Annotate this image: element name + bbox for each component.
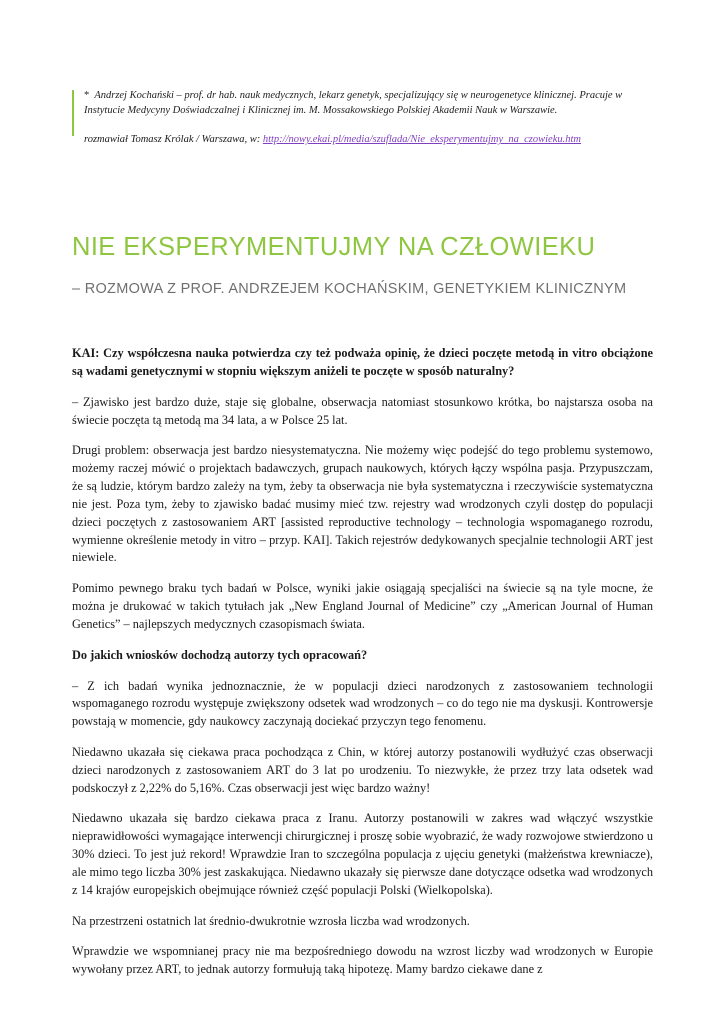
page-subtitle: – ROZMOWA Z PROF. ANDRZEJEM KOCHAŃSKIM, GENETYKIEM KLINICZNYM xyxy=(72,281,627,298)
paragraph-answer: Wprawdzie we wspomnianej pracy nie ma bezpośredniego dowodu na wzrost liczby wad wrodzonych w Europie wywołany przez ART, to jednak autorzy formułują taką hipotezę. Mamy bardzo ciekawe dane z xyxy=(72,944,653,977)
paragraph-answer: – Z ich badań wynika jednoznacznie, że w populacji dzieci narodzonych z zastosowaniem technologii wspomaganego rozrodu występuje zwiększony odsetek wad wrodzonych – co do tego nie ma dyskusji. Kontrowersje powstają w momencie, gdy naukowcy zaczynają dociekać przyczyn tego fenomenu. xyxy=(72,678,653,729)
paragraph-question: KAI: Czy współczesna nauka potwierdza czy też podważa opinię, że dzieci poczęte metodą in vitro obciążone są wadami genetycznymi w stopniu większym aniżeli te poczęte w sposób naturalny? xyxy=(72,346,653,378)
paragraph-answer: Pomimo pewnego braku tych badań w Polsce, wyniki jakie osiągają specjaliści na świecie są na tyle mocne, że można je drukować w takich tytułach jak „New England Journal of Medicine” czy „American Journal of Human Genetics” – najlepszych medycznych czasopismach świata. xyxy=(72,581,653,631)
header-block xyxy=(72,88,653,148)
paragraph-answer: – Zjawisko jest bardzo duże, staje się globalne, obserwacja natomiast stosunkowo krótka, bo najstarsza osoba na świecie poczęta tą metodą ma 34 lata, a w Polsce 25 lat. xyxy=(72,394,653,427)
footnote-text: Andrzej Kochański – prof. dr hab. nauk medycznych, lekarz genetyk, specjalizujący się w neurogenetyce klinicznej. Pracuje w Instytucie Medycyny Doświadczalnej i Klinicznej im. M. Mossakowskiego Polskiej Akademii Nauk w Warszawie. xyxy=(84,90,623,117)
paragraph-question: Do jakich wniosków dochodzą autorzy tych opracowań? xyxy=(72,647,368,662)
source-link[interactable]: http://nowy.ekai.pl/media/szuflada/Nie_eksperymentujmy_na_czowieku.htm xyxy=(262,134,581,146)
article-body xyxy=(72,345,653,979)
footnote-marker: * xyxy=(84,90,90,101)
paragraph-answer: Na przestrzeni ostatnich lat średnio-dwukrotnie wzrosła liczba wad wrodzonych. xyxy=(72,913,470,928)
paragraph-answer: Niedawno ukazała się bardzo ciekawa praca z Iranu. Autorzy postanowili w zakres wad włączyć wszystkie nieprawidłowości wymagające interwencji chirurgicznej i proszę sobie wyobrazić, że wady rozwojowe stwierdzono u 30% dzieci. To jest już rekord! Wprawdzie Iran to szczególna populacja z ujęciu genetyki (małżeństwa krewniacze), ale mimo tego liczba 30% jest zaskakująca. Niedawno ukazały się pierwsze dane dotyczące odsetka wad wrodzonych z 14 krajów europejskich obejmujące również część populacji Polski (Wielkopolska). xyxy=(72,811,653,897)
credit-line xyxy=(84,132,653,147)
paragraph-answer: Niedawno ukazała się ciekawa praca pochodząca z Chin, w której autorzy postanowili wydłużyć czas obserwacji dzieci narodzonych z zastosowaniem ART do 3 lat po urodzeniu. To niezwykłe, że przez trzy lata odsetek wad podskoczył z 2,22% do 5,16%. Czas obserwacji jest więc bardzo ważny! xyxy=(72,745,653,795)
paragraph-answer: Drugi problem: obserwacja jest bardzo niesystematyczna. Nie możemy więc podejść do tego problemu systemowo, możemy raczej mówić o projektach badawczych, grupach naukowych, których łączy wspólna pasja. Przypuszczam, że są ludzie, którym bardzo zależy na tym, żeby ta obserwacja nie była systematyczna i rzeczywiście systematyczna nie jest. Poza tym, żeby to zjawisko badać musimy mieć tzw. rejestry wad wrodzonych czyli dostęp do populacji dzieci poczętych z zastosowaniem ART [assisted reproductive technology – technologia wspomaganego rozrodu, wymienne określenie metody in vitro – przyp. KAI]. Takich rejestrów dedykowanych specjalnie technologii ART jest niewiele. xyxy=(72,443,653,565)
credit-prefix: rozmawiał Tomasz Królak / Warszawa, w: xyxy=(84,134,263,146)
page-title: NIE EKSPERYMENTUJMY NA CZŁOWIEKU xyxy=(72,232,596,261)
author-footnote xyxy=(84,88,653,118)
